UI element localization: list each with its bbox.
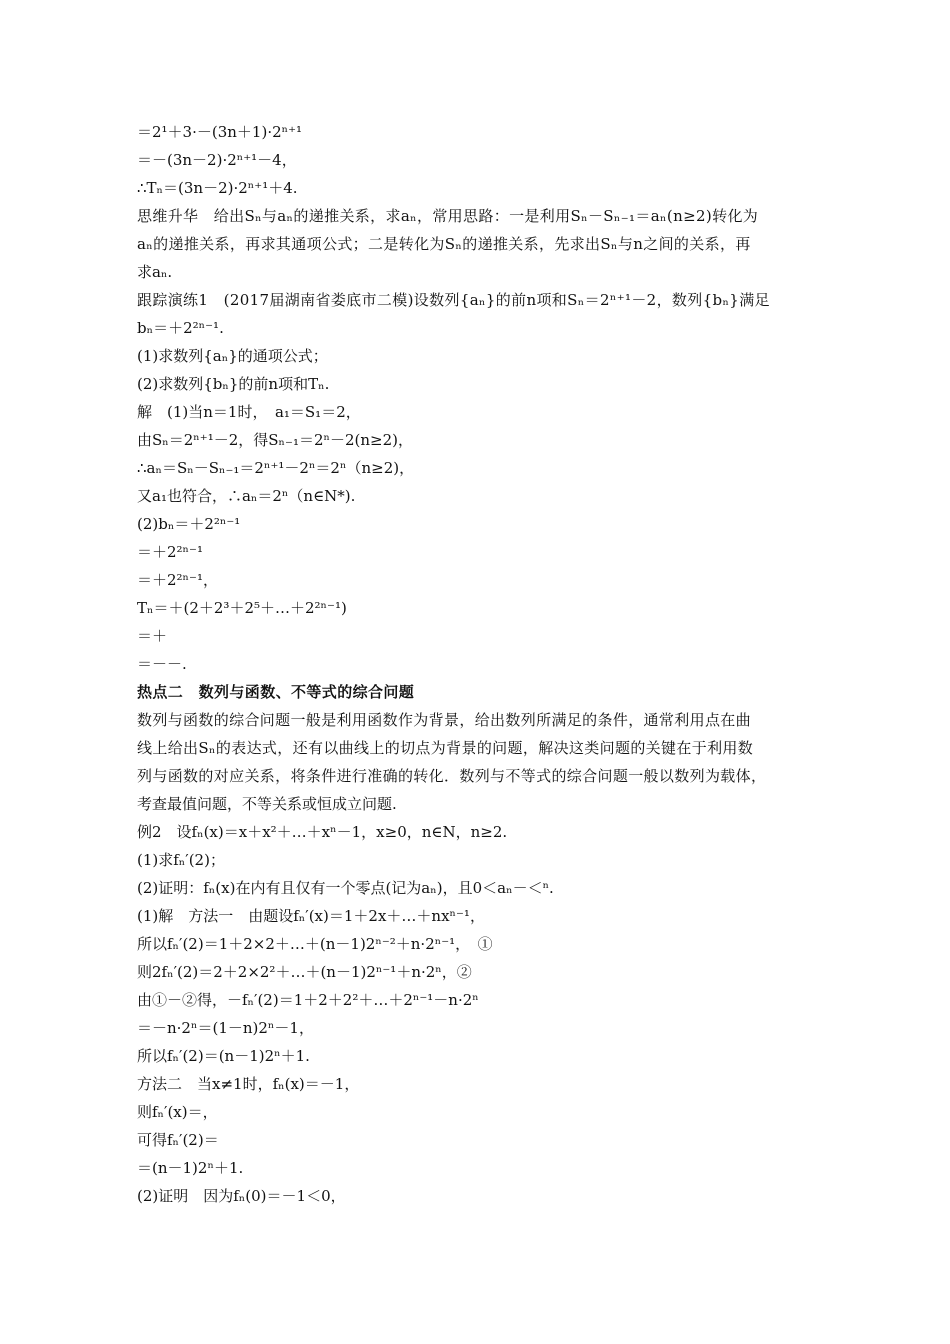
intro-paragraph-line: 线上给出Sₙ的表达式，还有以曲线上的切点为背景的问题，解决这类问题的关键在于利用数 xyxy=(137,739,754,757)
section-heading: 热点二 数列与函数、不等式的综合问题 xyxy=(137,683,415,701)
solution-line: ∴aₙ＝Sₙ－Sₙ₋₁＝2ⁿ⁺¹－2ⁿ＝2ⁿ（n≥2)， xyxy=(137,459,415,477)
solution-line: Tₙ＝＋(2＋2³＋2⁵＋…＋2²ⁿ⁻¹) xyxy=(137,599,347,617)
example-solution-line: 则fₙ′(x)＝， xyxy=(137,1103,218,1121)
example-solution-line: 方法二 当x≠1时，fₙ(x)＝－1， xyxy=(137,1075,360,1093)
summary-paragraph-line: aₙ的递推关系，再求其通项公式；二是转化为Sₙ的递推关系，先求出Sₙ与n之间的关系，再 xyxy=(137,235,751,253)
solution-line: ＝－－. xyxy=(137,655,187,673)
intro-paragraph-line: 数列与函数的综合问题一般是利用函数作为背景，给出数列所满足的条件，通常利用点在曲 xyxy=(137,711,752,729)
example-statement: 例2 设fₙ(x)＝x＋x²＋…＋xⁿ－1，x≥0，n∈N，n≥2. xyxy=(137,823,508,841)
solution-line: 解 (1)当n＝1时， a₁＝S₁＝2， xyxy=(137,403,361,421)
solution-line: ＝＋2²ⁿ⁻¹， xyxy=(137,571,218,589)
intro-paragraph-line: 考查最值问题，不等关系或恒成立问题. xyxy=(137,795,397,813)
solution-line: ＝＋2²ⁿ⁻¹ xyxy=(137,543,203,561)
example-question: (1)求fₙ′(2)； xyxy=(137,851,225,869)
exercise-statement-line: 跟踪演练1 (2017届湖南省娄底市二模)设数列{aₙ}的前n项和Sₙ＝2ⁿ⁺¹－2，数列{bₙ}满足 xyxy=(137,291,770,309)
intro-paragraph-line: 列与函数的对应关系，将条件进行准确的转化．数列与不等式的综合问题一般以数列为载体， xyxy=(137,767,767,785)
solution-line: ＝＋ xyxy=(137,627,168,645)
example-solution-line: 由①－②得，－fₙ′(2)＝1＋2＋2²＋…＋2ⁿ⁻¹－n·2ⁿ xyxy=(137,991,479,1009)
example-solution-line: ＝(n－1)2ⁿ＋1. xyxy=(137,1159,244,1177)
example-solution-line: ＝－n·2ⁿ＝(1－n)2ⁿ－1， xyxy=(137,1019,314,1037)
summary-paragraph-line: 求aₙ. xyxy=(137,263,173,281)
example-question: (2)证明：fₙ(x)在内有且仅有一个零点(记为aₙ)，且0＜aₙ－＜ⁿ. xyxy=(137,879,554,897)
example-solution-line: (1)解 方法一 由题设fₙ′(x)＝1＋2x＋…＋nxⁿ⁻¹， xyxy=(137,907,485,925)
exercise-question: (2)求数列{bₙ}的前n项和Tₙ. xyxy=(137,375,330,393)
example-solution-line: 则2fₙ′(2)＝2＋2×2²＋…＋(n－1)2ⁿ⁻¹＋n·2ⁿ，② xyxy=(137,963,472,981)
solution-line: 又a₁也符合，∴aₙ＝2ⁿ（n∈N*). xyxy=(137,487,356,505)
exercise-question: (1)求数列{aₙ}的通项公式； xyxy=(137,347,328,365)
equation-line: ＝－(3n－2)·2ⁿ⁺¹－4， xyxy=(137,151,297,169)
solution-line: (2)bₙ＝＋2²ⁿ⁻¹ xyxy=(137,515,241,533)
equation-line: ∴Tₙ＝(3n－2)·2ⁿ⁺¹＋4. xyxy=(137,179,298,197)
example-solution-line: (2)证明 因为fₙ(0)＝－1＜0， xyxy=(137,1187,346,1205)
example-solution-line: 可得fₙ′(2)＝ xyxy=(137,1131,219,1149)
example-solution-line: 所以fₙ′(2)＝1＋2×2＋…＋(n－1)2ⁿ⁻²＋n·2ⁿ⁻¹， ① xyxy=(137,935,493,953)
summary-paragraph-line: 思维升华 给出Sₙ与aₙ的递推关系，求aₙ，常用思路：一是利用Sₙ－Sₙ₋₁＝aₙ(n≥2)转化为 xyxy=(137,207,759,225)
document-page xyxy=(137,118,827,1210)
equation-line: ＝2¹＋3·－(3n＋1)·2ⁿ⁺¹ xyxy=(137,123,303,141)
example-solution-line: 所以fₙ′(2)＝(n－1)2ⁿ＋1. xyxy=(137,1047,310,1065)
exercise-statement-line: bₙ＝＋2²ⁿ⁻¹. xyxy=(137,319,224,337)
solution-line: 由Sₙ＝2ⁿ⁺¹－2，得Sₙ₋₁＝2ⁿ－2(n≥2)， xyxy=(137,431,414,449)
